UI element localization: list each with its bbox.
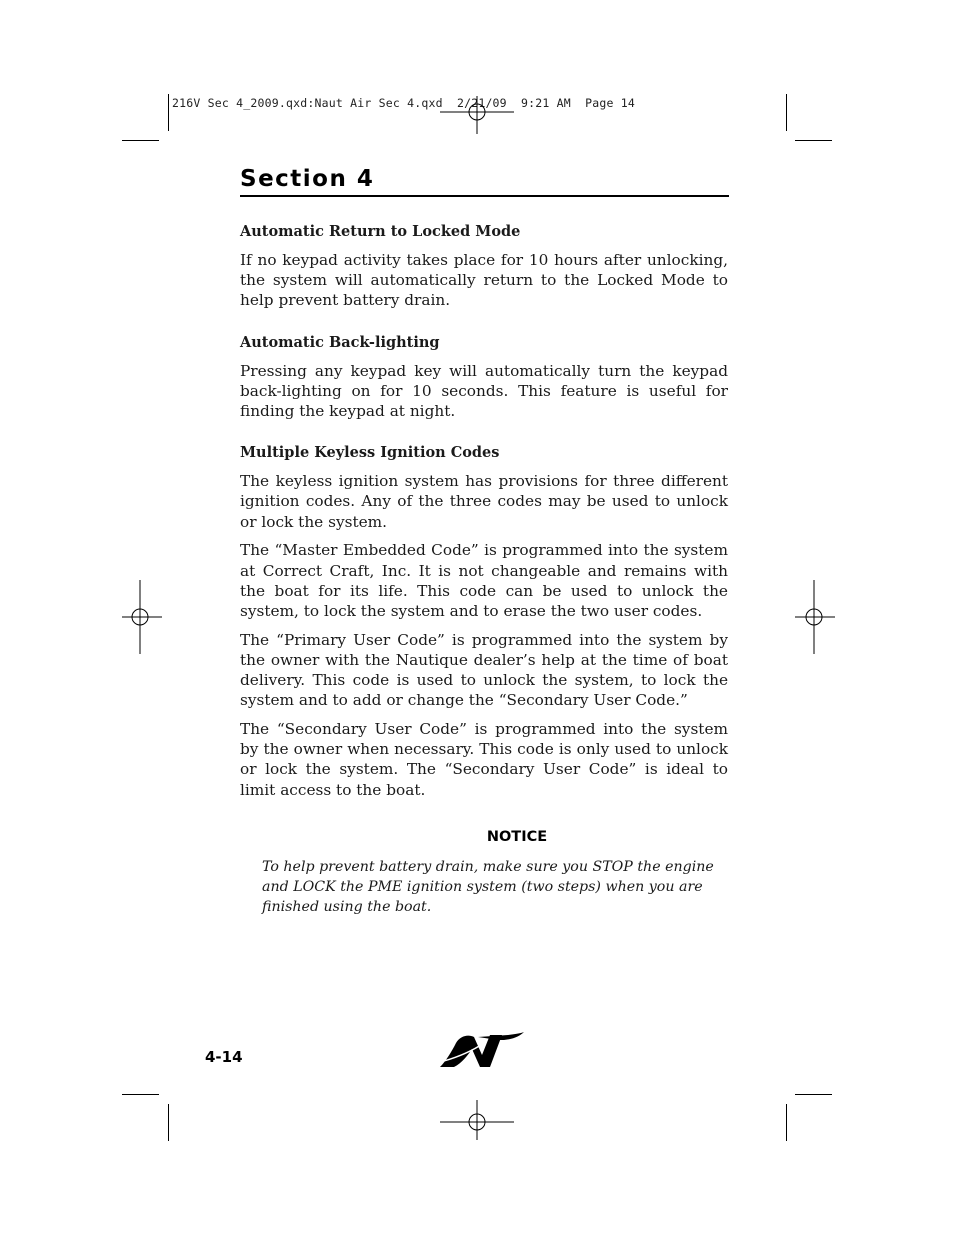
notice-line: finished using the boat.	[262, 899, 432, 916]
body-paragraph: Pressing any keypad key will automatically turn the keypad back-lighting on for 10 seconds. This feature is useful for finding the keypad at night.	[240, 361, 728, 421]
topic-heading: Multiple Keyless Ignition Codes	[240, 444, 500, 462]
registration-mark-icon	[795, 580, 835, 654]
topic-heading: Automatic Back-lighting	[240, 333, 440, 351]
section-title: Section 4	[240, 166, 375, 192]
notice-text	[262, 857, 714, 918]
registration-mark-icon	[122, 580, 162, 654]
topic-heading: Automatic Return to Locked Mode	[240, 223, 521, 240]
notice-line: To help prevent battery drain, make sure you STOP the engine	[262, 859, 714, 875]
topic-locked-mode	[240, 222, 728, 311]
crop-mark	[122, 140, 159, 141]
notice-title: NOTICE	[486, 829, 548, 845]
crop-mark	[168, 94, 169, 131]
title-rule	[240, 195, 729, 197]
crop-mark	[122, 1094, 159, 1095]
body-paragraph: The “Master Embedded Code” is programmed into the system at Correct Craft, Inc. It is not changeable and remains with the boat for its life. This code can be used to unlock the system, to lock the system and to erase the two user codes.	[240, 541, 728, 620]
print-slug: 216V Sec 4_2009.qxd:Naut Air Sec 4.qxd 2/21/09 9:21 AM Page 14	[172, 96, 636, 110]
page-number: 4-14	[205, 1048, 243, 1066]
body-paragraph: The “Primary User Code” is programmed into the system by the owner with the Nautique dealer’s help at the time of boat delivery. This code is used to unlock the system, to lock the system and to add or change the “Secondary User Code.”	[240, 630, 728, 710]
body-paragraph: The “Secondary User Code” is programmed into the system by the owner when necessary. This code is only used to unlock or lock the system. The “Secondary User Code” is ideal to limit access to the boat.	[240, 719, 728, 799]
crop-mark	[795, 140, 832, 141]
crop-mark	[168, 1104, 169, 1141]
registration-mark-icon	[440, 96, 514, 136]
topic-back-lighting	[240, 333, 728, 422]
crop-mark	[786, 1104, 787, 1141]
nautique-logo-icon	[438, 1031, 524, 1071]
registration-mark-icon	[440, 1100, 514, 1140]
body-paragraph: If no keypad activity takes place for 10 hours after unlocking, the system will automatically return to the Locked Mode to help prevent battery drain.	[240, 251, 728, 310]
body-paragraph: The keyless ignition system has provisions for three different ignition codes. Any of the three codes may be used to unlock or lock the system.	[240, 472, 728, 531]
body-content	[240, 222, 728, 808]
notice-line: and LOCK the PME ignition system (two steps) when you are	[262, 879, 703, 896]
topic-ignition-codes	[240, 443, 728, 800]
crop-mark	[795, 1094, 832, 1095]
crop-mark	[786, 94, 787, 131]
